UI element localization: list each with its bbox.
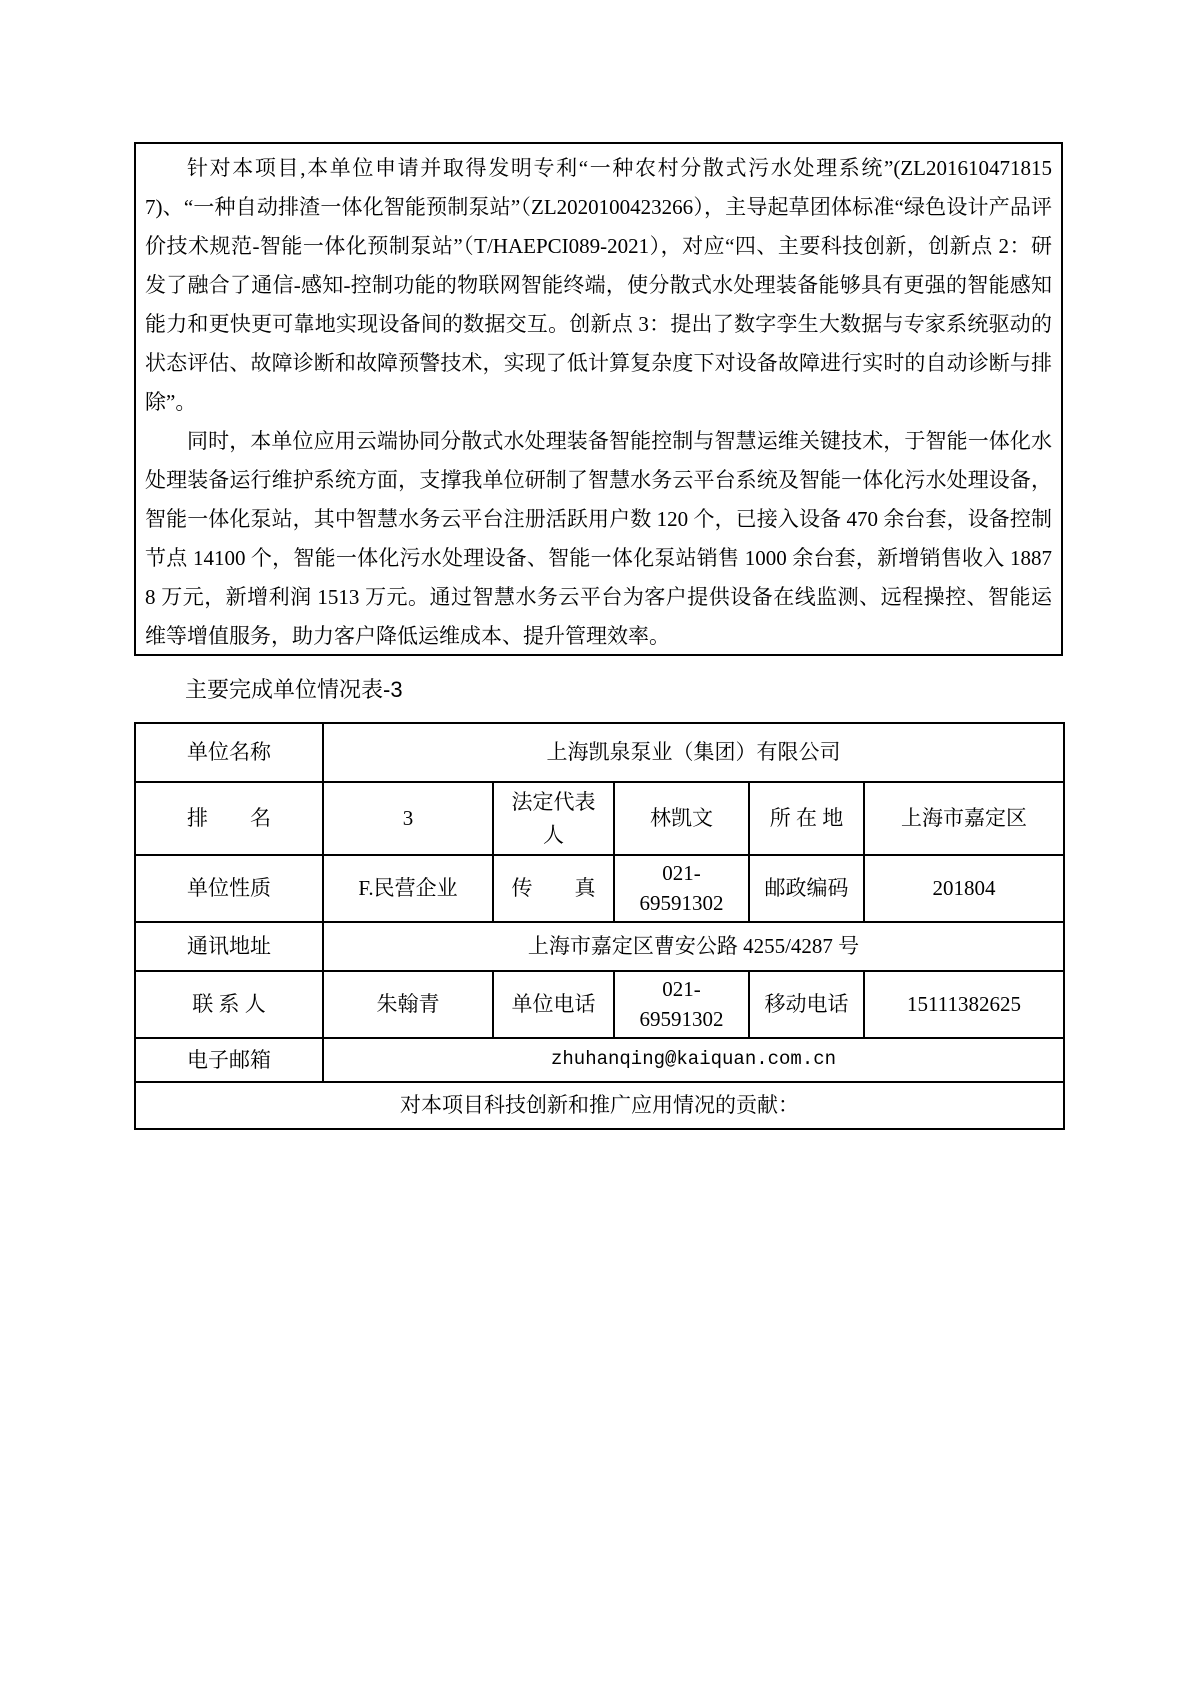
location-label-cell: 所 在 地 [749, 782, 864, 855]
table-row [135, 1038, 1064, 1082]
unit-name-label-cell: 单位名称 [135, 723, 323, 782]
mobile-value-cell: 15111382625 [864, 971, 1064, 1038]
rank-value-cell: 3 [323, 782, 493, 855]
table-row [135, 855, 1064, 922]
section-label: 主要完成单位情况表-3 [185, 677, 403, 702]
intro-paragraph-2: 同时，本单位应用云端协同分散式水处理装备智能控制与智慧运维关键技术，于智能一体化水处理装备运行维护系统方面，支撑我单位研制了智慧水务云平台系统及智能一体化污水处理设备，智能一体化泵站，其中智慧水务云平台注册活跃用户数 120 个，已接入设备 470 余台套，设备控制节点 14100 个，智能一体化污水处理设备、智能一体化泵站销售 1000 余台套，新增销售收入 18878 万元，新增利润 1513 万元。通过智慧水务云平台为客户提供设备在线监测、远程操控、智能运维等增值服务，助力客户降低运维成本、提升管理效率。 [145, 429, 1052, 648]
postcode-label-cell: 邮政编码 [749, 855, 864, 922]
unit-type-label-cell: 单位性质 [135, 855, 323, 922]
rank-label-cell: 排 名 [135, 782, 323, 855]
intro-text-box [134, 142, 1063, 656]
table-row [135, 723, 1064, 782]
intro-paragraph-1: 针对本项目,本单位申请并取得发明专利“一种农村分散式污水处理系统”(ZL2016104718157)、“一种自动排渣一体化智能预制泵站”（ZL2020100423266），主导起草团体标准“绿色设计产品评价技术规范-智能一体化预制泵站”（T/HAEPCI089-2021），对应“四、主要科技创新，创新点 2：研发了融合了通信-感知-控制功能的物联网智能终端，使分散式水处理装备能够具有更强的智能感知能力和更快更可靠地实现设备间的数据交互。创新点 3：提出了数字孪生大数据与专家系统驱动的状态评估、故障诊断和故障预警技术，实现了低计算复杂度下对设备故障进行实时的自动诊断与排除”。 [145, 156, 1052, 414]
email-value-cell: zhuhanqing@kaiquan.com.cn [323, 1038, 1064, 1082]
table-row [135, 782, 1064, 855]
postcode-value-cell: 201804 [864, 855, 1064, 922]
fax-value-cell: 021-69591302 [614, 855, 749, 922]
unit-name-value-cell: 上海凯泉泵业（集团）有限公司 [323, 723, 1064, 782]
fax-label-cell: 传 真 [493, 855, 614, 922]
mobile-label-cell: 移动电话 [749, 971, 864, 1038]
address-label-cell: 通讯地址 [135, 922, 323, 971]
contact-label-cell: 联 系 人 [135, 971, 323, 1038]
contact-value-cell: 朱翰青 [323, 971, 493, 1038]
contribution-label-cell: 对本项目科技创新和推广应用情况的贡献： [135, 1082, 1064, 1129]
email-label-cell: 电子邮箱 [135, 1038, 323, 1082]
table-row [135, 1082, 1064, 1129]
table-row [135, 922, 1064, 971]
legal-rep-value-cell: 林凯文 [614, 782, 749, 855]
location-value-cell: 上海市嘉定区 [864, 782, 1064, 855]
legal-rep-label-text: 法定代表人 [511, 789, 596, 847]
legal-rep-label-cell [493, 782, 614, 855]
unit-type-value-cell: F.民营企业 [323, 855, 493, 922]
table-row [135, 971, 1064, 1038]
unit-info-table [134, 722, 1065, 1130]
office-phone-value-cell: 021-69591302 [614, 971, 749, 1038]
office-phone-label-cell: 单位电话 [493, 971, 614, 1038]
address-value-cell: 上海市嘉定区曹安公路 4255/4287 号 [323, 922, 1064, 971]
